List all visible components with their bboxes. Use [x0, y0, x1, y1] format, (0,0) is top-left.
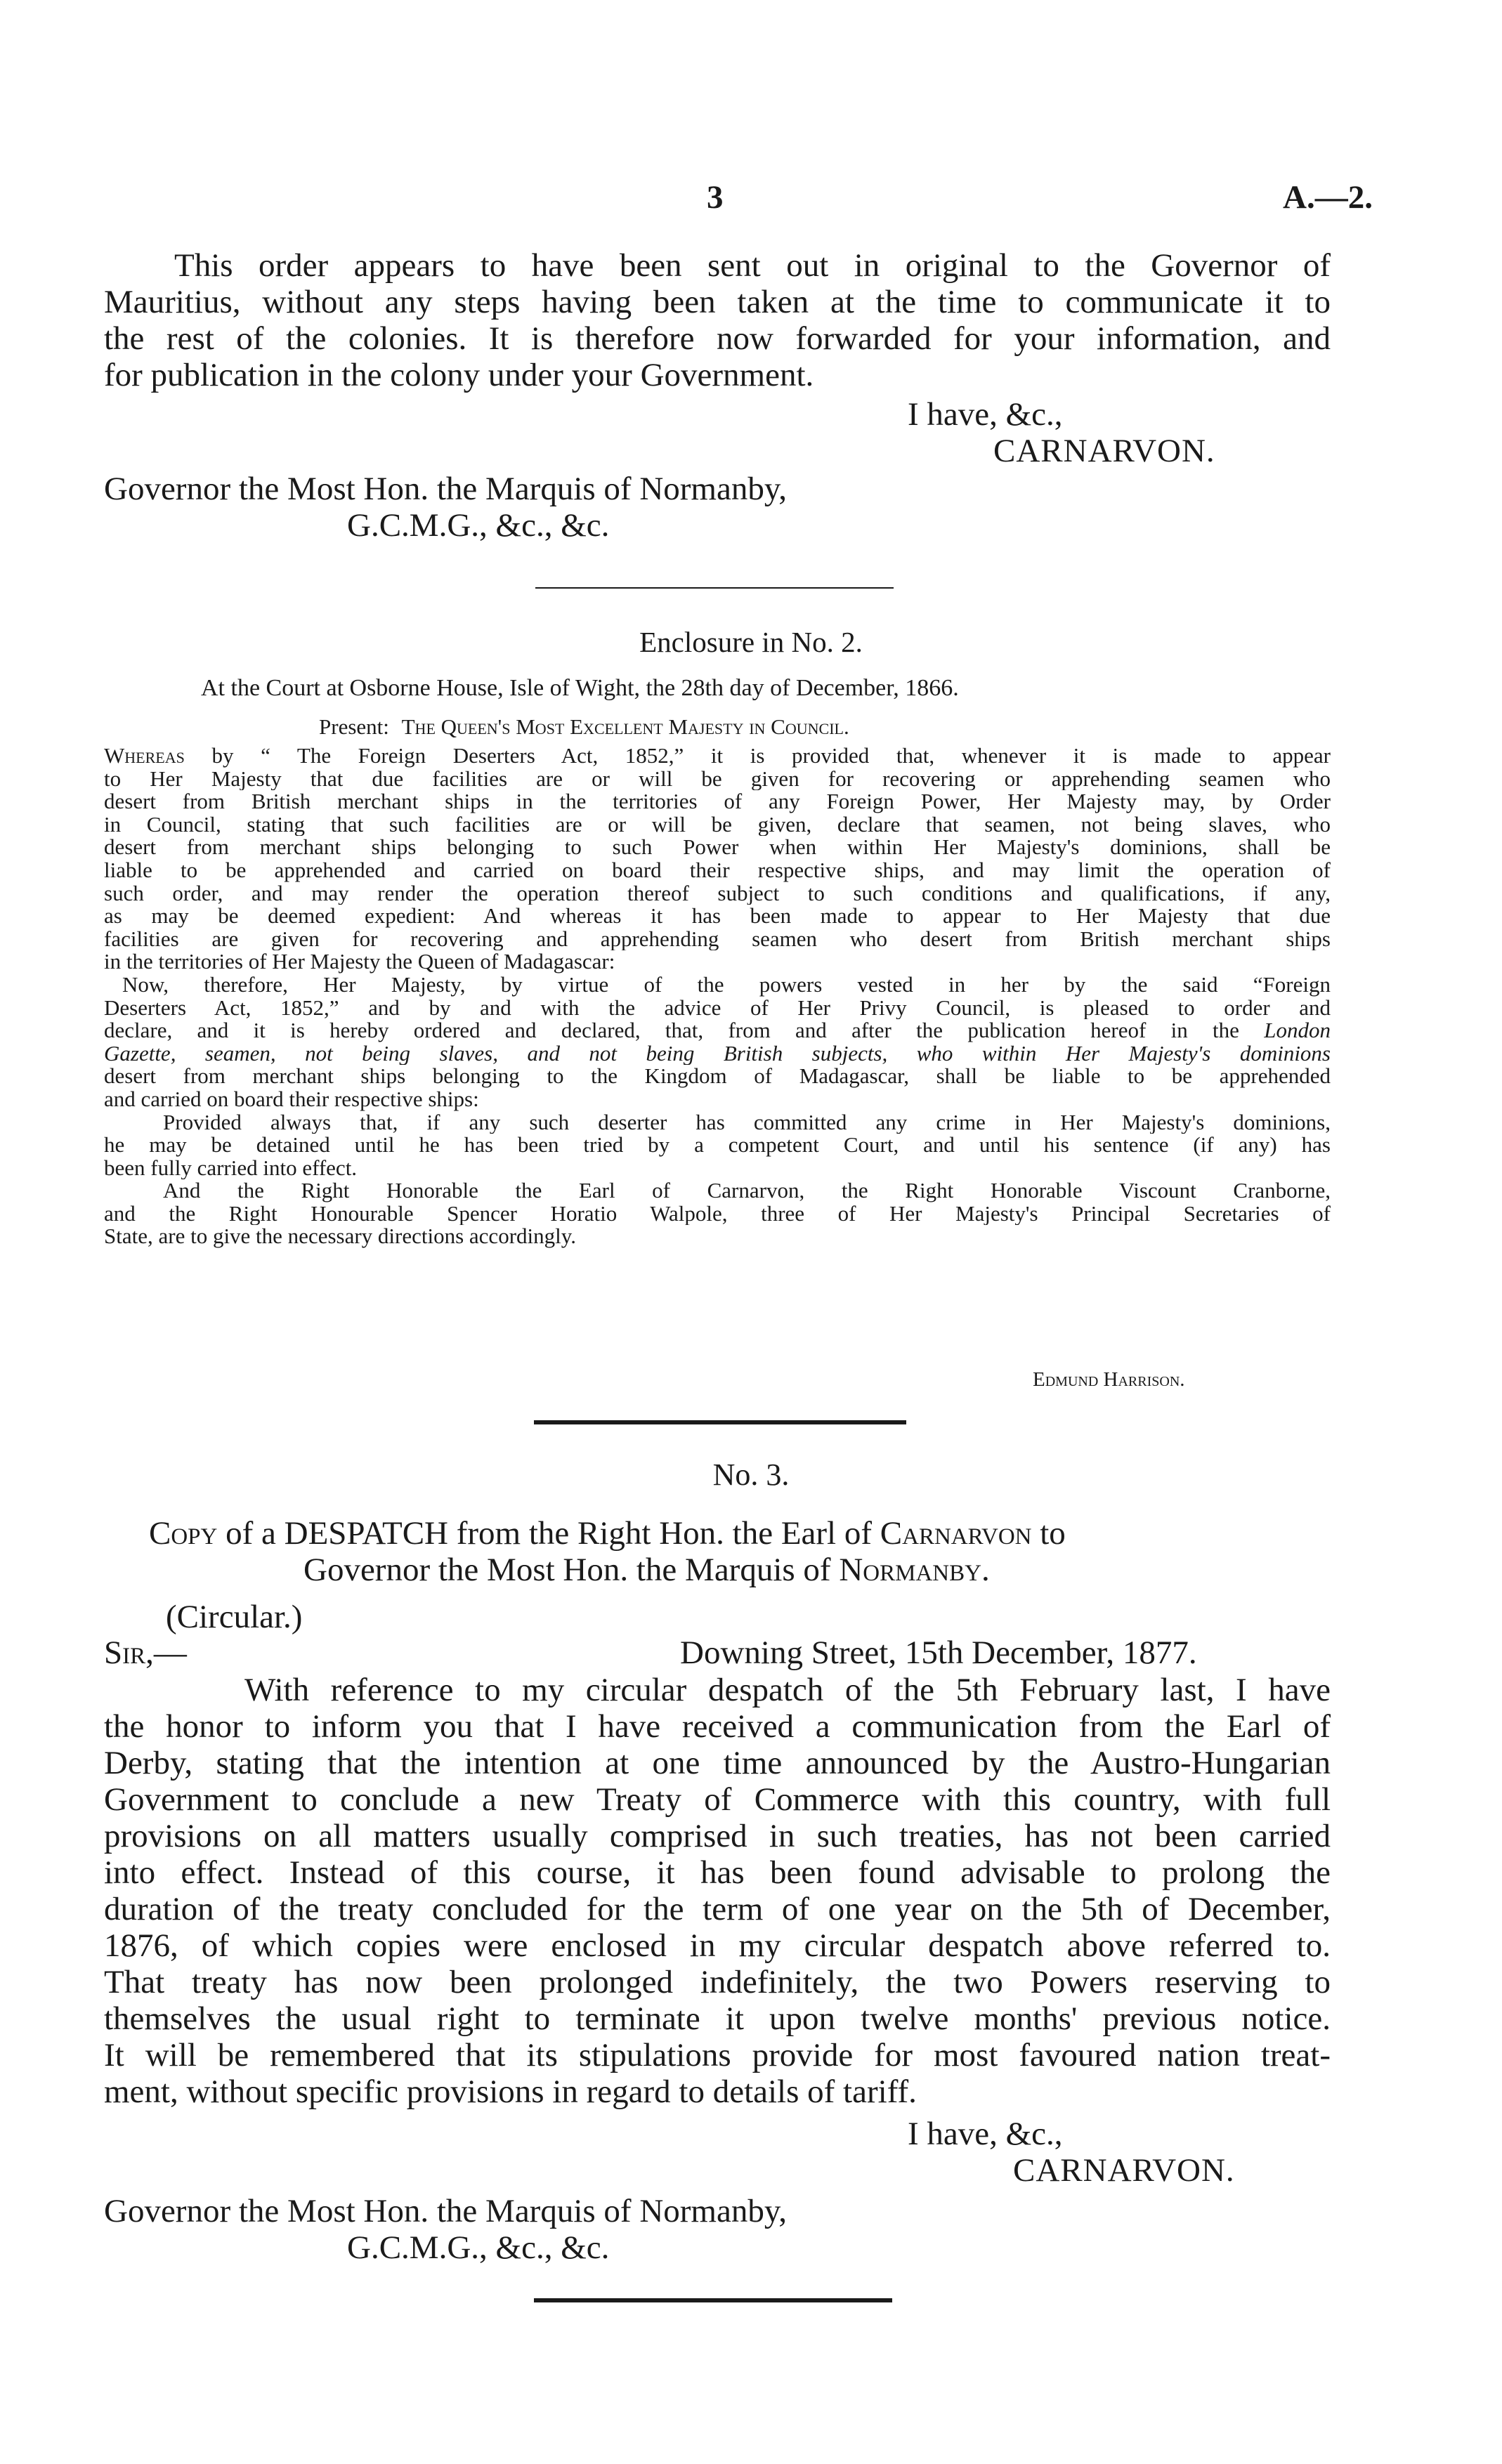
paragraph-line: into effect. Instead of this course, it has been found advisable to prolong the	[104, 1854, 1331, 1891]
whereas-lead: Whereas	[104, 745, 185, 768]
paragraph-line: been fully carried into effect.	[104, 1156, 358, 1180]
place-and-date: Downing Street, 15th December, 1877.	[680, 1634, 1197, 1671]
paragraph-line: Derby, stating that the intention at one time announced by the Austro-Hungarian	[104, 1745, 1331, 1781]
despatch-paragraph	[104, 247, 1331, 393]
paragraph-line: desert from merchant ships belonging to such Power when within Her Majesty's dominions, shall be	[104, 836, 1331, 859]
paragraph-line: Provided always that, if any such deserter has committed any crime in Her Majesty's dominions,	[163, 1110, 1331, 1134]
addressee-line: Governor the Most Hon. the Marquis of Normanby,	[104, 471, 788, 507]
paragraph-line: such order, and may render the operation thereof subject to such conditions and qualifications, if any,	[104, 882, 1331, 905]
signature: CARNARVON.	[1013, 2152, 1235, 2189]
addressee-line: Governor the Most Hon. the Marquis of Normanby,	[104, 2193, 788, 2229]
paragraph-line: and the Right Honourable Spencer Horatio Walpole, three of Her Majesty's Principal Secretaries of	[104, 1202, 1331, 1226]
paragraph-line: the rest of the colonies. It is therefore now forwarded for your information, and	[104, 320, 1331, 357]
paragraph-line: That treaty has now been prolonged indefinitely, the two Powers reserving to	[104, 1964, 1331, 2000]
paragraph-line: ment, without specific provisions in regard to details of tariff.	[104, 2073, 917, 2110]
italic-word: London	[1264, 1019, 1331, 1042]
paragraph-line: the honor to inform you that I have received a communication from the Earl of	[104, 1708, 1331, 1745]
signature: CARNARVON.	[993, 433, 1215, 469]
paragraph-line: facilities are given for recovering and apprehending seamen who desert from British merchant ships	[104, 927, 1331, 951]
paragraph-line: 1876, of which copies were enclosed in my circular despatch above referred to.	[104, 1927, 1331, 1964]
end-divider	[534, 2298, 892, 2302]
salutation: Sir,—	[104, 1634, 187, 1671]
paragraph-line: desert from British merchant ships in the territories of any Foreign Power, Her Majesty may, by Order	[104, 790, 1331, 813]
despatch-title-line: Governor the Most Hon. the Marquis of Normanby.	[303, 1552, 990, 1588]
paragraph-line: to Her Majesty that due facilities are or will be given for recovering or apprehending seamen who	[104, 767, 1331, 791]
paragraph-line: provisions on all matters usually comprised in such treaties, has not been carried	[104, 1818, 1331, 1854]
section-divider	[535, 587, 894, 589]
paragraph-line: It will be remembered that its stipulations provide for most favoured nation treat-	[104, 2037, 1331, 2073]
paragraph-line: Gazette, seamen, not being slaves, and not being British subjects, who within Her Majesty's dominions	[104, 1042, 1331, 1066]
no3-heading: No. 3.	[712, 1457, 790, 1492]
enclosure-heading: Enclosure in No. 2.	[639, 626, 863, 658]
section-divider	[534, 1420, 906, 1424]
present-text: The Queen's Most Excellent Majesty in Council.	[401, 714, 849, 739]
paragraph-line: in the territories of Her Majesty the Queen of Madagascar:	[104, 950, 615, 974]
paragraph-line: themselves the usual right to terminate it upon twelve months' previous notice.	[104, 2000, 1331, 2037]
clerk-signature: Edmund Harrison.	[1033, 1368, 1185, 1391]
addressee-line: G.C.M.G., &c., &c.	[347, 507, 610, 544]
paragraph-line: liable to be apprehended and carried on board their respective ships, and may limit the operation of	[104, 858, 1331, 882]
paragraph-line: he may be detained until he has been tried by a competent Court, and until his sentence (if any) has	[104, 1134, 1331, 1157]
paragraph-line: declare, and it is hereby ordered and declared, that, from and after the publication hereof in the London	[104, 1019, 1331, 1042]
paragraph-line: in Council, stating that such facilities are or will be given, declare that seamen, not being slaves, who	[104, 813, 1331, 837]
paragraph-line: Mauritius, without any steps having been taken at the time to communicate it to	[104, 284, 1331, 320]
paragraph-line: This order appears to have been sent out in original to the Governor of	[174, 247, 1331, 284]
paragraph-line: State, are to give the necessary directions accordingly.	[104, 1225, 576, 1249]
paragraph-line: Government to conclude a new Treaty of Commerce with this country, with full	[104, 1781, 1331, 1818]
paragraph-line: Deserters Act, 1852,” and by and with the advice of Her Privy Council, is pleased to order and	[104, 996, 1331, 1020]
closing-formula: I have, &c.,	[908, 396, 1063, 433]
present-label: Present:	[319, 714, 389, 739]
paragraph-line: Now, therefore, Her Majesty, by virtue of the powers vested in her by the said “Foreign	[122, 973, 1331, 997]
present-line	[319, 715, 849, 739]
paragraph-line: duration of the treaty concluded for the term of one year on the 5th of December,	[104, 1891, 1331, 1927]
paragraph-line: desert from merchant ships belonging to the Kingdom of Madagascar, shall be liable to be apprehended	[104, 1065, 1331, 1088]
paragraph-line: as may be deemed expedient: And whereas it has been made to appear to Her Majesty that due	[104, 905, 1331, 928]
paragraph-line: for publication in the colony under your Government.	[104, 357, 814, 393]
court-line: At the Court at Osborne House, Isle of Wight, the 28th day of December, 1866.	[201, 675, 959, 701]
despatch-body	[104, 1672, 1331, 2110]
paragraph-line: And the Right Honorable the Earl of Carnarvon, the Right Honorable Viscount Cranborne,	[163, 1179, 1331, 1202]
page-number: 3	[707, 179, 724, 216]
closing-formula: I have, &c.,	[908, 2116, 1063, 2152]
circular-label: (Circular.)	[166, 1599, 303, 1635]
document-reference: A.—2.	[1283, 179, 1373, 216]
paragraph-line: and carried on board their respective ships:	[104, 1087, 479, 1111]
addressee-line: G.C.M.G., &c., &c.	[347, 2229, 610, 2266]
order-in-council-text	[104, 745, 1331, 1248]
paragraph-line: With reference to my circular despatch of the 5th February last, I have	[244, 1672, 1331, 1708]
copy-label: Copy	[149, 1515, 218, 1552]
despatch-title-line: Copy of a DESPATCH from the Right Hon. the Earl of Carnarvon to	[149, 1515, 1066, 1552]
paragraph-line: Whereas by “ The Foreign Deserters Act, 1852,” it is provided that, whenever it is made to appear	[104, 745, 1331, 768]
